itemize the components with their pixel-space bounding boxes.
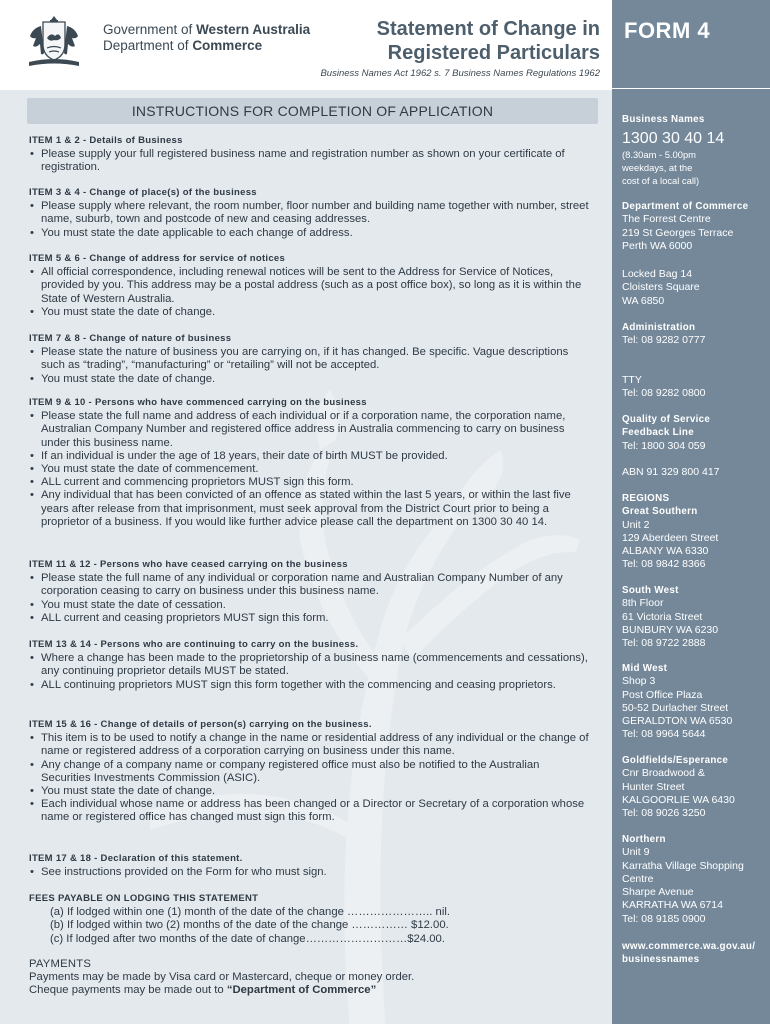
region-name: South West	[622, 585, 679, 596]
region-name: Mid West	[622, 663, 668, 674]
instruction-bullet: • See instructions provided on the Form for who must sign.	[29, 866, 589, 879]
tty-label: TTY	[622, 374, 642, 386]
act-reference: Business Names Act 1962 s. 7 Business Names Regulations 1962	[320, 68, 600, 79]
instruction-bullet: • Please state the full name of any individual or corporation name and Australian Company Number of any corporation ceasing to carry on business under this business name.	[29, 572, 589, 598]
department-address	[622, 200, 768, 253]
section-heading: ITEM 9 & 10 - Persons who have commenced carrying on the business	[29, 397, 367, 408]
administration-heading: Administration	[622, 322, 696, 333]
section-heading: ITEM 11 & 12 - Persons who have ceased carrying on the business	[29, 559, 348, 570]
address-line: Post Office Plaza	[622, 688, 703, 701]
address-line: Cnr Broadwood &	[622, 767, 705, 780]
instruction-bullet: • You must state the date of change.	[29, 785, 589, 798]
address-line: Locked Bag 14	[622, 268, 693, 280]
address-line: Perth WA 6000	[622, 239, 693, 252]
website-link[interactable]	[622, 940, 768, 967]
website-line[interactable]: businessnames	[622, 954, 700, 966]
instruction-section-items-15-16	[29, 718, 589, 825]
address-line: Cloisters Square	[622, 281, 700, 294]
administration-contact	[622, 321, 768, 348]
address-line: The Forrest Centre	[622, 213, 711, 226]
fee-line-c: (c) If lodged after two months of the date of change………………………$24.00.	[50, 932, 445, 945]
address-line: Unit 9	[622, 846, 650, 859]
address-line: Shop 3	[622, 675, 656, 688]
region-goldfields-esperance	[622, 754, 768, 820]
payments-methods: Payments may be made by Visa card or Mastercard, cheque or money order.	[29, 971, 415, 984]
instruction-section-items-1-2	[29, 134, 589, 175]
instruction-section-items-17-18	[29, 852, 589, 879]
address-line: 219 St Georges Terrace	[622, 226, 734, 239]
department-name: Department of Commerce	[103, 38, 263, 53]
instruction-section-items-7-8	[29, 332, 589, 386]
government-name: Government of Western Australia	[103, 22, 311, 37]
fees-heading: FEES PAYABLE ON LODGING THIS STATEMENT	[29, 893, 259, 904]
region-tel: Tel: 08 9964 5644	[622, 728, 706, 741]
region-tel: Tel: 08 9185 0900	[622, 912, 706, 925]
address-line: 61 Victoria Street	[622, 610, 703, 623]
region-tel: Tel: 08 9026 3250	[622, 807, 706, 820]
department-heading: Department of Commerce	[622, 201, 749, 212]
instruction-bullet: • Please state the full name and address of each individual or if a corporation name, the corporation name, Australian Company Number and registered office address in Australia commencing to carry on business under this business name.	[29, 410, 589, 450]
section-heading: ITEM 5 & 6 - Change of address for service of notices	[29, 253, 286, 264]
address-line: 50-52 Durlacher Street	[622, 701, 729, 714]
form-title-line-1: Statement of Change in	[376, 18, 600, 40]
instruction-bullet: • Any individual that has been convicted of an offence as stated within the last 5 years, or within the last five years after release from that imprisonment, must seek approval from the District Court prior to being a proprietor of a business. If you would like further advice please call the department on 1300 30 40 14.	[29, 489, 589, 529]
region-tel: Tel: 08 9722 2888	[622, 637, 706, 650]
hours-line: cost of a local call)	[622, 175, 700, 187]
instruction-bullet: • ALL continuing proprietors MUST sign this form together with the commencing and ceasing proprietors.	[29, 679, 589, 692]
region-mid-west	[622, 662, 768, 742]
instruction-bullet: • This item is to be used to notify a change in the name or residential address of any individual or the change of name or registered address of a corporation carrying on business under this name.	[29, 732, 589, 758]
instructions-heading-bar	[27, 98, 598, 124]
website-line[interactable]: www.commerce.wa.gov.au/	[622, 941, 756, 952]
regions-heading: REGIONS	[622, 493, 670, 504]
abn: ABN 91 329 800 417	[622, 466, 720, 478]
address-line: BUNBURY WA 6230	[622, 623, 719, 636]
address-line: 129 Aberdeen Street	[622, 531, 719, 544]
section-heading: ITEM 17 & 18 - Declaration of this statement.	[29, 853, 243, 864]
instruction-section-items-3-4	[29, 186, 589, 240]
tty-contact	[622, 374, 768, 401]
divider	[612, 88, 770, 89]
instruction-bullet: • Please state the nature of business you are carrying on, if it has changed. Be specific. Vague descriptions such as “trading”, “manufacturing” or “retailing” will not be accepted.	[29, 346, 589, 372]
section-heading: ITEM 15 & 16 - Change of details of person(s) carrying on the business.	[29, 719, 372, 730]
address-line: KALGOORLIE WA 6430	[622, 793, 735, 806]
instruction-bullet: • You must state the date of change.	[29, 373, 589, 386]
qos-heading: Feedback Line	[622, 427, 694, 439]
fees-section	[29, 892, 589, 946]
quality-of-service-contact	[622, 413, 768, 453]
tty-tel: Tel: 08 9282 0800	[622, 387, 706, 400]
payments-heading: PAYMENTS	[29, 958, 92, 970]
fee-line-b: (b) If lodged within two (2) months of the date of the change …………… $12.00.	[50, 919, 449, 932]
address-line: WA 6850	[622, 294, 665, 307]
page-header	[0, 0, 612, 90]
business-names-phone: 1300 30 40 14	[622, 130, 725, 148]
instruction-section-items-5-6	[29, 252, 589, 319]
instruction-bullet: • You must state the date of commencement.	[29, 463, 589, 476]
section-heading: ITEM 13 & 14 - Persons who are continuing to carry on the business.	[29, 639, 359, 650]
contact-sidebar	[612, 0, 770, 1024]
instruction-bullet: • ALL current and commencing proprietors MUST sign this form.	[29, 476, 589, 489]
instruction-bullet: • ALL current and ceasing proprietors MUST sign this form.	[29, 612, 589, 625]
address-line: Karratha Village Shopping	[622, 859, 744, 872]
instructions-panel	[0, 90, 612, 1024]
address-line: Hunter Street	[622, 780, 685, 793]
address-line: KARRATHA WA 6714	[622, 899, 723, 912]
region-name: Northern	[622, 834, 666, 845]
business-names-contact	[622, 113, 768, 187]
address-line: ALBANY WA 6330	[622, 545, 709, 558]
address-line: Unit 2	[622, 518, 650, 531]
section-heading: ITEM 7 & 8 - Change of nature of business	[29, 333, 232, 344]
form-title-line-2: Registered Particulars	[387, 42, 600, 64]
region-great-southern	[622, 492, 768, 572]
administration-tel: Tel: 08 9282 0777	[622, 334, 706, 347]
address-line: 8th Floor	[622, 597, 664, 610]
instruction-bullet: • You must state the date of cessation.	[29, 599, 589, 612]
instruction-bullet: • Each individual whose name or address has been changed or a Director or Secretary of a corporation whose name or registered office has changed must sign this form.	[29, 798, 589, 824]
address-line: GERALDTON WA 6530	[622, 715, 733, 728]
instruction-bullet: • If an individual is under the age of 18 years, their date of birth MUST be provided.	[29, 450, 589, 463]
region-name: Great Southern	[622, 506, 698, 518]
hours-line: weekdays, at the	[622, 162, 693, 174]
postal-address	[622, 268, 768, 308]
payments-cheque: Cheque payments may be made out to “Department of Commerce”	[29, 984, 377, 997]
address-line: Sharpe Avenue	[622, 886, 694, 899]
region-name: Goldfields/Esperance	[622, 755, 729, 766]
instruction-section-items-9-10	[29, 396, 589, 529]
qos-tel: Tel: 1800 304 059	[622, 439, 706, 452]
instruction-bullet: • Any change of a company name or company registered office must also be notified to the Australian Securities Investments Commission (ASIC).	[29, 759, 589, 785]
section-heading: ITEM 1 & 2 - Details of Business	[29, 135, 183, 146]
instruction-bullet: • You must state the date applicable to each change of address.	[29, 227, 589, 240]
wa-coat-of-arms-logo	[23, 14, 85, 70]
section-heading: ITEM 3 & 4 - Change of place(s) of the business	[29, 187, 257, 198]
instruction-bullet: • All official correspondence, including renewal notices will be sent to the Address for Service of Notices, provided by you. This address may be a postal address (such as a post office box), so long as it is within the State of Western Australia.	[29, 266, 589, 306]
instruction-bullet: • Where a change has been made to the proprietorship of a business name (commencements and cessations), any continuing proprietor details MUST be stated.	[29, 652, 589, 678]
hours-line: (8.30am - 5.00pm	[622, 149, 696, 161]
fee-line-a: (a) If lodged within one (1) month of the date of the change ………………….. nil.	[50, 906, 450, 919]
instruction-section-items-11-12	[29, 558, 589, 625]
region-tel: Tel: 08 9842 8366	[622, 558, 706, 571]
form-number: FORM 4	[624, 18, 711, 43]
instruction-bullet: • Please supply your full registered business name and registration number as shown on your certificate of registration.	[29, 148, 589, 174]
business-names-label: Business Names	[622, 114, 705, 125]
instructions-title: INSTRUCTIONS FOR COMPLETION OF APPLICATION	[131, 103, 494, 119]
instruction-section-items-13-14	[29, 638, 589, 692]
region-northern	[622, 833, 768, 926]
instruction-bullet: • Please supply where relevant, the room number, floor number and building name together with number, street name, suburb, town and postcode of new and ceasing addresses.	[29, 200, 589, 226]
address-line: Centre	[622, 872, 654, 885]
qos-heading: Quality of Service	[622, 414, 711, 425]
instruction-bullet: • You must state the date of change.	[29, 306, 589, 319]
payments-section	[29, 958, 589, 998]
region-south-west	[622, 584, 768, 650]
